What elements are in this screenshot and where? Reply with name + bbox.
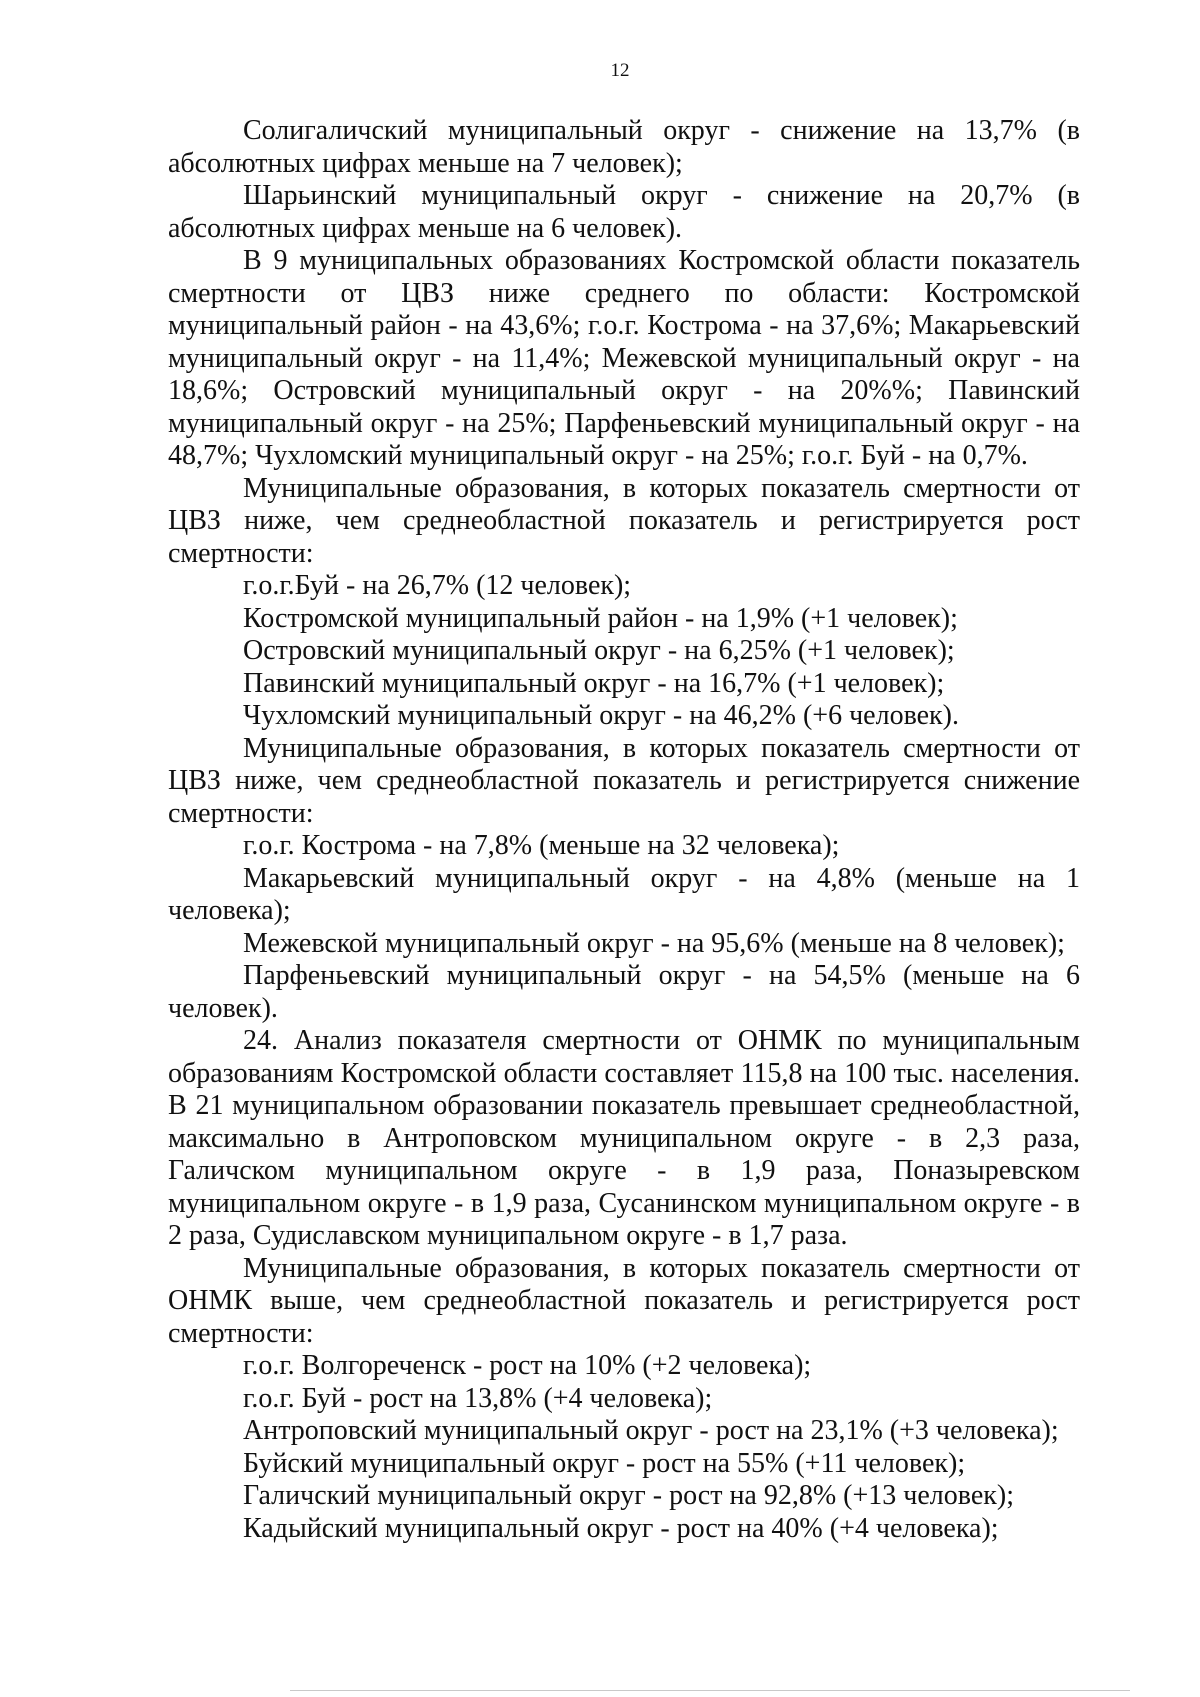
- scan-artifact-line: [290, 1690, 1130, 1691]
- list-item: Чухломский муниципальный округ - на 46,2% (+6 человек).: [243, 700, 959, 731]
- list-item: Островский муниципальный округ - на 6,25% (+1 человек);: [243, 635, 955, 666]
- list-item: Парфеньевский муниципальный округ - на 54,5% (меньше на 6 человек).: [168, 960, 1080, 1024]
- document-body: [168, 115, 1080, 1545]
- paragraph: 24. Анализ показателя смертности от ОНМК по муниципальным образованиям Костромской области составляет 115,8 на 100 тыс. населения. В 21 муниципальном образовании показатель превышает среднеобластной, максимально в Антроповском муниципальном округе - в 2,3 раза, Галичском муниципальном округе - в 1,9 раза, Поназыревском муниципальном округе - в 1,9 раза, Сусанинском муниципальном округе - в 2 раза, Судиславском муниципальном округе - в 1,7 раза.: [168, 1025, 1080, 1251]
- list-item: г.о.г. Кострома - на 7,8% (меньше на 32 человека);: [243, 830, 840, 861]
- list-item: г.о.г. Волгореченск - рост на 10% (+2 человека);: [243, 1350, 812, 1381]
- paragraph: Муниципальные образования, в которых показатель смертности от ОНМК выше, чем среднеобластной показатель и регистрируется рост смертности:: [168, 1252, 1080, 1349]
- list-item: Галичский муниципальный округ - рост на 92,8% (+13 человек);: [243, 1480, 1014, 1511]
- list-item: Буйский муниципальный округ - рост на 55% (+11 человек);: [243, 1447, 966, 1479]
- list-item: г.о.г. Буй - рост на 13,8% (+4 человека);: [243, 1382, 713, 1414]
- paragraph: В 9 муниципальных образованиях Костромской области показатель смертности от ЦВЗ ниже среднего по области: Костромской муниципальный район - на 43,6%; г.о.г. Кострома - на 37,6%; Макарьевский муниципальный округ - на 11,4%; Межевской муниципальный округ - на 18,6%; Островский муниципальный округ - на 20%%; Павинский муниципальный округ - на 25%; Парфеньевский муниципальный округ - на 48,7%; Чухломский муниципальный округ - на 25%; г.о.г. Буй - на 0,7%.: [168, 245, 1080, 471]
- list-item: г.о.г.Буй - на 26,7% (12 человек);: [243, 570, 632, 601]
- list-item: Межевской муниципальный округ - на 95,6% (меньше на 8 человек);: [243, 927, 1065, 959]
- list-item: Макарьевский муниципальный округ - на 4,8% (меньше на 1 человека);: [168, 862, 1080, 926]
- list-item: Антроповский муниципальный округ - рост на 23,1% (+3 человека);: [243, 1415, 1059, 1446]
- paragraph: Муниципальные образования, в которых показатель смертности от ЦВЗ ниже, чем среднеобластной показатель и регистрируется снижение смертности:: [168, 732, 1080, 829]
- list-item: Павинский муниципальный округ - на 16,7% (+1 человек);: [243, 667, 945, 699]
- paragraph: Шарьинский муниципальный округ - снижение на 20,7% (в абсолютных цифрах меньше на 6 человек).: [168, 180, 1080, 244]
- page-number: 12: [610, 60, 630, 81]
- paragraph: Муниципальные образования, в которых показатель смертности от ЦВЗ ниже, чем среднеобластной показатель и регистрируется рост смертности:: [168, 472, 1080, 569]
- list-item: Костромской муниципальный район - на 1,9% (+1 человек);: [243, 602, 958, 634]
- paragraph: Солигаличский муниципальный округ - снижение на 13,7% (в абсолютных цифрах меньше на 7 человек);: [168, 115, 1080, 179]
- list-item: Кадыйский муниципальный округ - рост на 40% (+4 человека);: [243, 1512, 999, 1544]
